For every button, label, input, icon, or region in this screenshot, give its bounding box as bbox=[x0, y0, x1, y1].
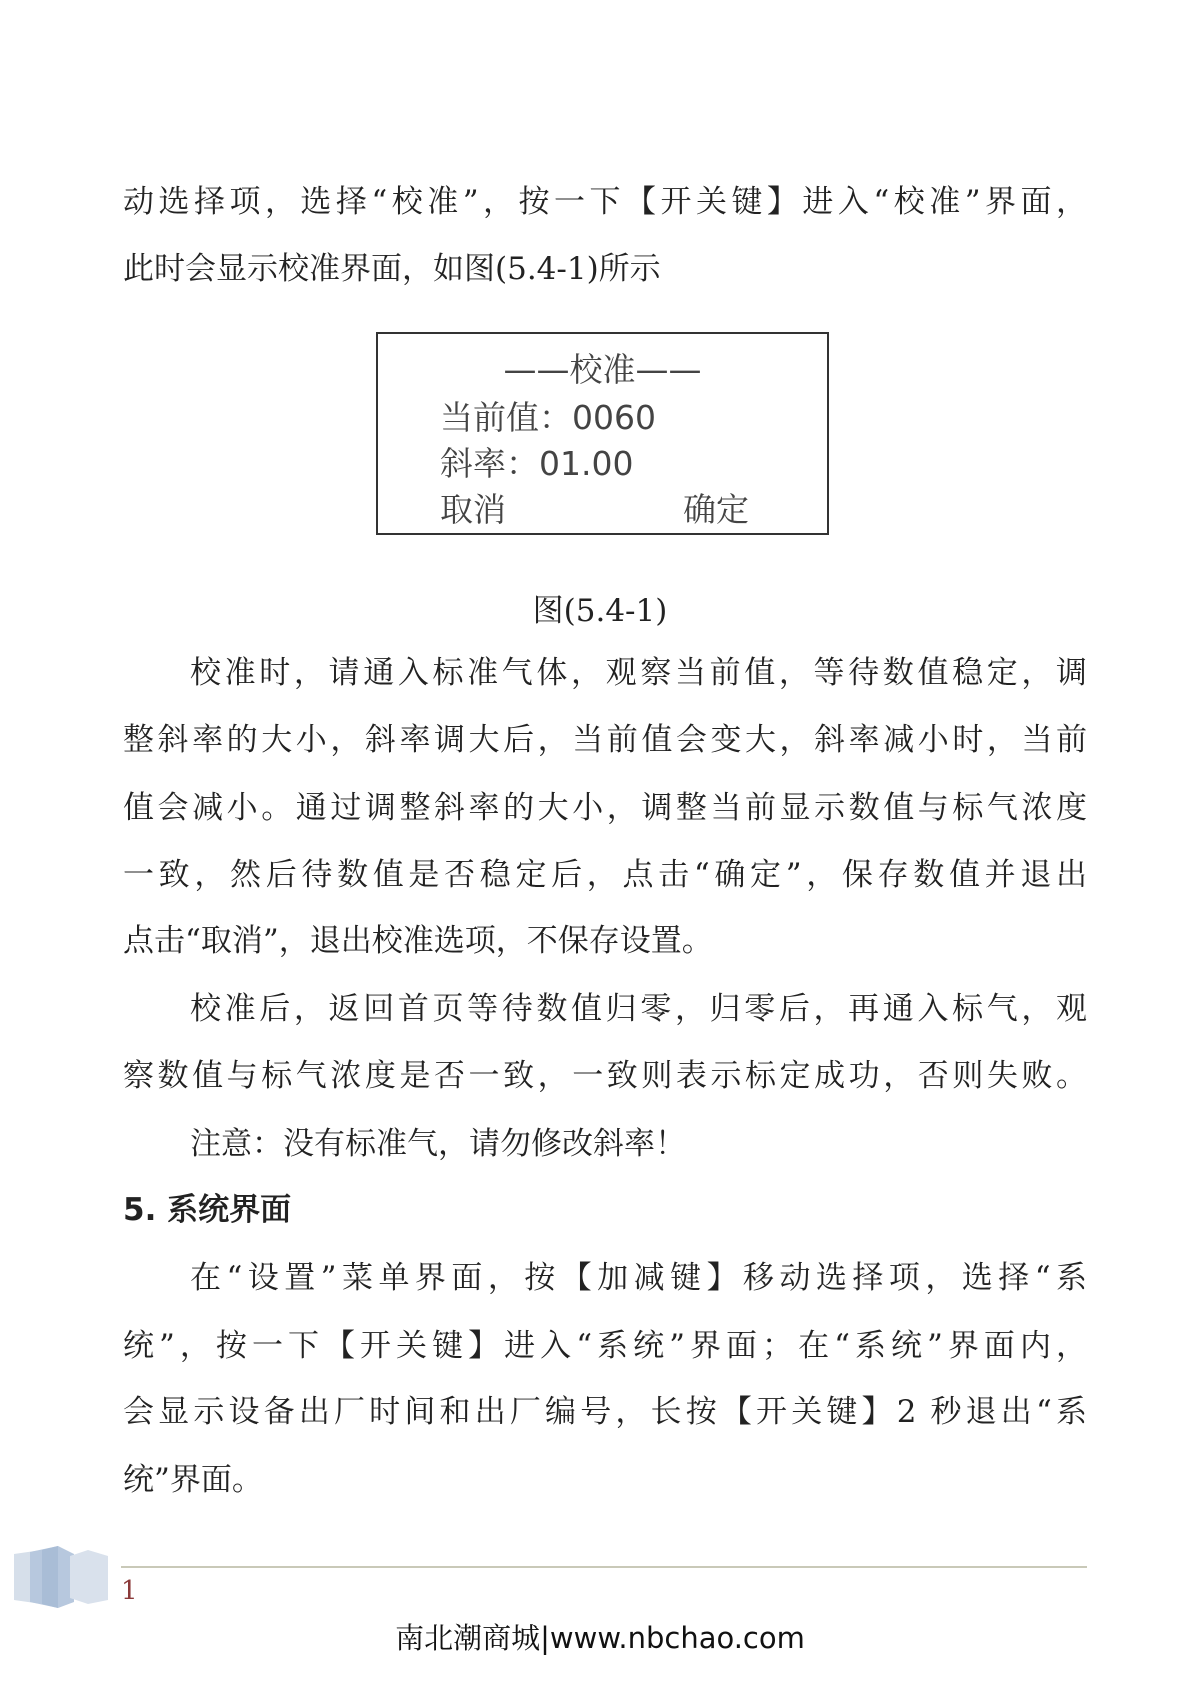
lcd-current-label: 当前值： bbox=[440, 398, 572, 437]
footer-watermark: 南北潮商城|www.nbchao.com bbox=[395, 1621, 805, 1655]
figure-caption: 图(5.4-1) bbox=[532, 593, 668, 629]
body-text-line: 校准时，请通入标准气体，观察当前值，等待数值稳定，调 bbox=[190, 655, 1087, 691]
lcd-cancel-label: 取消 bbox=[440, 490, 506, 529]
body-text-line: 统”界面。 bbox=[123, 1462, 263, 1498]
lcd-current-value-row bbox=[440, 392, 656, 439]
lcd-slope-label: 斜率： bbox=[440, 444, 539, 483]
lcd-confirm-label: 确定 bbox=[683, 490, 749, 529]
lcd-current-value: 0060 bbox=[572, 398, 656, 437]
body-text-line: 察数值与标气浓度是否一致，一致则表示标定成功，否则失败。 bbox=[123, 1058, 1087, 1094]
body-text-line: 点击“取消”，退出校准选项，不保存设置。 bbox=[123, 923, 713, 959]
section-heading: 5. 系统界面 bbox=[123, 1192, 292, 1228]
lcd-slope-value: 01.00 bbox=[539, 444, 634, 483]
body-text-line: 值会减小。通过调整斜率的大小，调整当前显示数值与标气浓度 bbox=[123, 790, 1087, 826]
body-text-line: 在“设置”菜单界面，按【加减键】移动选择项，选择“系 bbox=[190, 1260, 1087, 1296]
body-text-line: 动选择项，选择“校准”，按一下【开关键】进入“校准”界面， bbox=[123, 184, 1087, 220]
body-text-line: 校准后，返回首页等待数值归零，归零后，再通入标气，观 bbox=[190, 991, 1087, 1027]
body-text-line: 会显示设备出厂时间和出厂编号，长按【开关键】2 秒退出“系 bbox=[123, 1394, 1087, 1430]
lcd-title: ——校准—— bbox=[503, 350, 702, 389]
book-logo-icon bbox=[12, 1546, 110, 1608]
footer-divider bbox=[121, 1566, 1087, 1568]
page-number: 1 bbox=[121, 1576, 138, 1606]
body-text-line: 此时会显示校准界面，如图(5.4-1)所示 bbox=[123, 251, 661, 287]
body-text-line: 统”，按一下【开关键】进入“系统”界面；在“系统”界面内， bbox=[123, 1328, 1087, 1364]
lcd-slope-row bbox=[440, 438, 633, 485]
body-text-line: 一致，然后待数值是否稳定后，点击“确定”，保存数值并退出 bbox=[123, 857, 1087, 893]
calibration-screen-figure bbox=[376, 332, 829, 535]
note-text: 注意：没有标准气，请勿修改斜率！ bbox=[190, 1126, 686, 1162]
body-text-line: 整斜率的大小，斜率调大后，当前值会变大，斜率减小时，当前 bbox=[123, 722, 1087, 758]
